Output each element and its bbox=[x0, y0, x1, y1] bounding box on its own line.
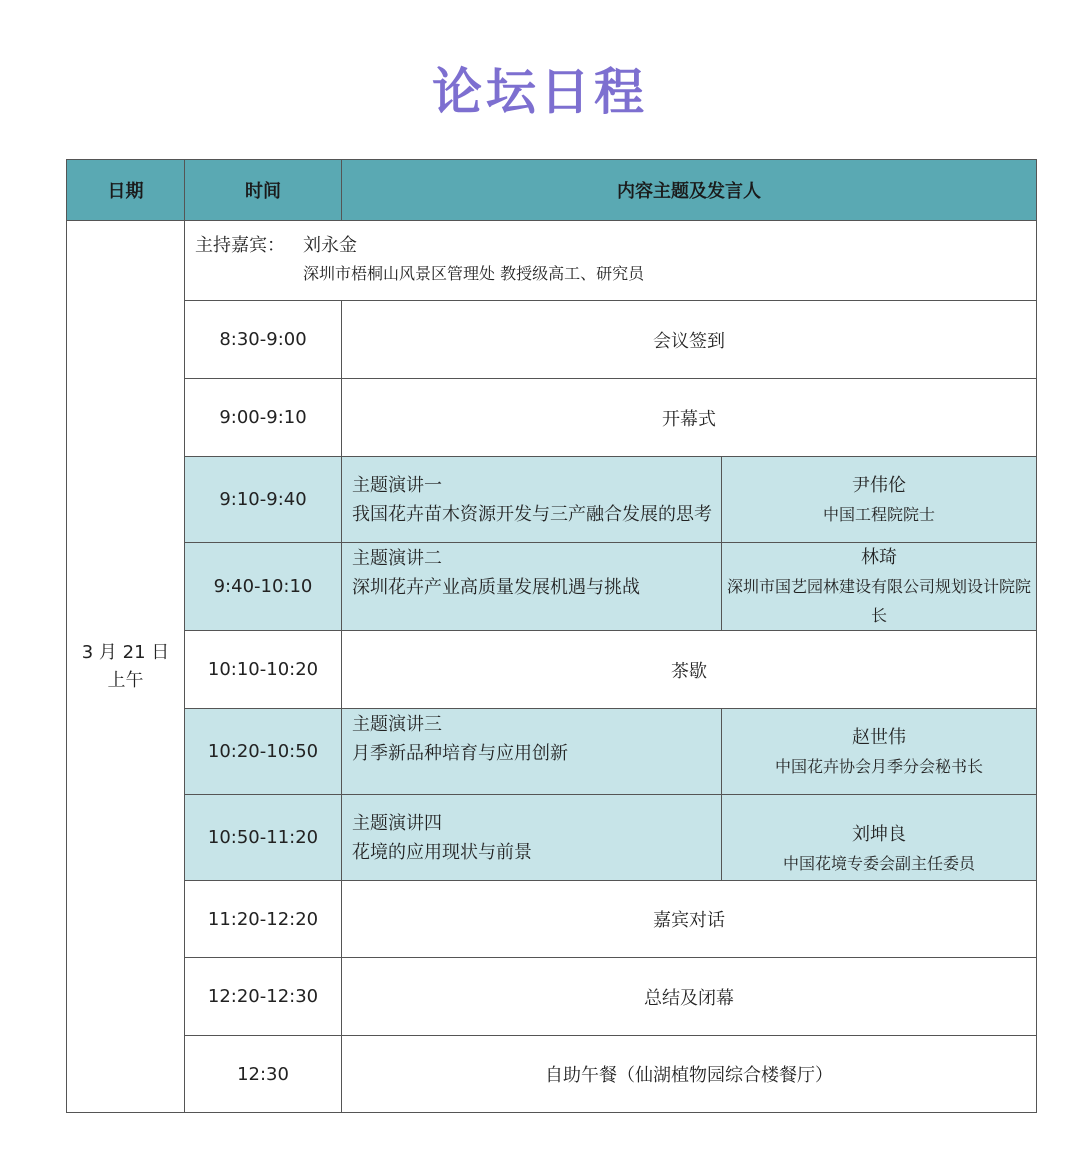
topic-cell bbox=[342, 709, 722, 795]
speaker-org: 深圳市国艺园林建设有限公司规划设计院院长 bbox=[726, 577, 1031, 625]
time-cell: 11:20-12:20 bbox=[185, 881, 342, 958]
content-cell: 开幕式 bbox=[342, 379, 1037, 457]
topic-label: 主题演讲一 bbox=[352, 474, 442, 496]
topic-label: 主题演讲二 bbox=[352, 548, 442, 569]
speaker-org: 中国花境专委会副主任委员 bbox=[782, 854, 975, 873]
time-cell: 8:30-9:00 bbox=[185, 301, 342, 379]
time-cell: 9:40-10:10 bbox=[185, 543, 342, 631]
date-cell bbox=[67, 221, 185, 1113]
schedule-row bbox=[67, 881, 1037, 958]
schedule-row bbox=[67, 631, 1037, 709]
content-cell: 嘉宾对话 bbox=[342, 881, 1037, 958]
topic-cell bbox=[342, 543, 722, 631]
time-cell: 12:20-12:30 bbox=[185, 958, 342, 1036]
speaker-cell bbox=[722, 457, 1037, 543]
topic-label: 主题演讲三 bbox=[352, 714, 442, 735]
speaker-name: 林琦 bbox=[861, 547, 897, 568]
schedule-row bbox=[67, 1036, 1037, 1113]
host-cell bbox=[185, 221, 1037, 301]
schedule-row bbox=[67, 379, 1037, 457]
header-time: 时间 bbox=[185, 160, 342, 221]
topic-label: 主题演讲四 bbox=[352, 812, 442, 834]
content-cell: 茶歇 bbox=[342, 631, 1037, 709]
content-cell: 总结及闭幕 bbox=[342, 958, 1037, 1036]
speaker-name: 刘坤良 bbox=[852, 824, 906, 845]
topic-title: 深圳花卉产业高质量发展机遇与挑战 bbox=[352, 577, 640, 598]
topic-cell bbox=[342, 457, 722, 543]
time-cell: 10:20-10:50 bbox=[185, 709, 342, 795]
header-row bbox=[67, 160, 1037, 221]
speaker-cell bbox=[722, 709, 1037, 795]
speaker-cell bbox=[722, 543, 1037, 631]
speaker-name: 尹伟伦 bbox=[852, 474, 906, 496]
speaker-cell bbox=[722, 795, 1037, 881]
topic-title: 我国花卉苗木资源开发与三产融合发展的思考 bbox=[352, 503, 712, 525]
host-org: 深圳市梧桐山风景区管理处 教授级高工、研究员 bbox=[303, 264, 645, 283]
keynote-row bbox=[67, 795, 1037, 881]
page-title: 论坛日程 bbox=[432, 63, 648, 121]
date-period: 上午 bbox=[107, 669, 144, 691]
host-label: 主持嘉宾： bbox=[195, 235, 285, 256]
keynote-row bbox=[67, 543, 1037, 631]
keynote-row bbox=[67, 709, 1037, 795]
schedule-row bbox=[67, 958, 1037, 1036]
time-cell: 9:10-9:40 bbox=[185, 457, 342, 543]
content-cell: 自助午餐（仙湖植物园综合楼餐厅） bbox=[342, 1036, 1037, 1113]
time-cell: 10:10-10:20 bbox=[185, 631, 342, 709]
header-content: 内容主题及发言人 bbox=[342, 160, 1037, 221]
date-day: 3 月 21 日 bbox=[81, 641, 170, 663]
content-cell: 会议签到 bbox=[342, 301, 1037, 379]
header-date: 日期 bbox=[67, 160, 185, 221]
speaker-org: 中国花卉协会月季分会秘书长 bbox=[774, 756, 983, 776]
time-cell: 12:30 bbox=[185, 1036, 342, 1113]
schedule-row bbox=[67, 301, 1037, 379]
host-row bbox=[67, 221, 1037, 301]
topic-cell bbox=[342, 795, 722, 881]
speaker-org: 中国工程院院士 bbox=[822, 504, 935, 524]
keynote-row bbox=[67, 457, 1037, 543]
host-name: 刘永金 bbox=[303, 235, 357, 256]
speaker-name: 赵世伟 bbox=[852, 726, 906, 748]
schedule-table bbox=[66, 159, 1037, 1113]
time-cell: 10:50-11:20 bbox=[185, 795, 342, 881]
topic-title: 月季新品种培育与应用创新 bbox=[352, 743, 568, 764]
topic-title: 花境的应用现状与前景 bbox=[352, 841, 532, 863]
time-cell: 9:00-9:10 bbox=[185, 379, 342, 457]
